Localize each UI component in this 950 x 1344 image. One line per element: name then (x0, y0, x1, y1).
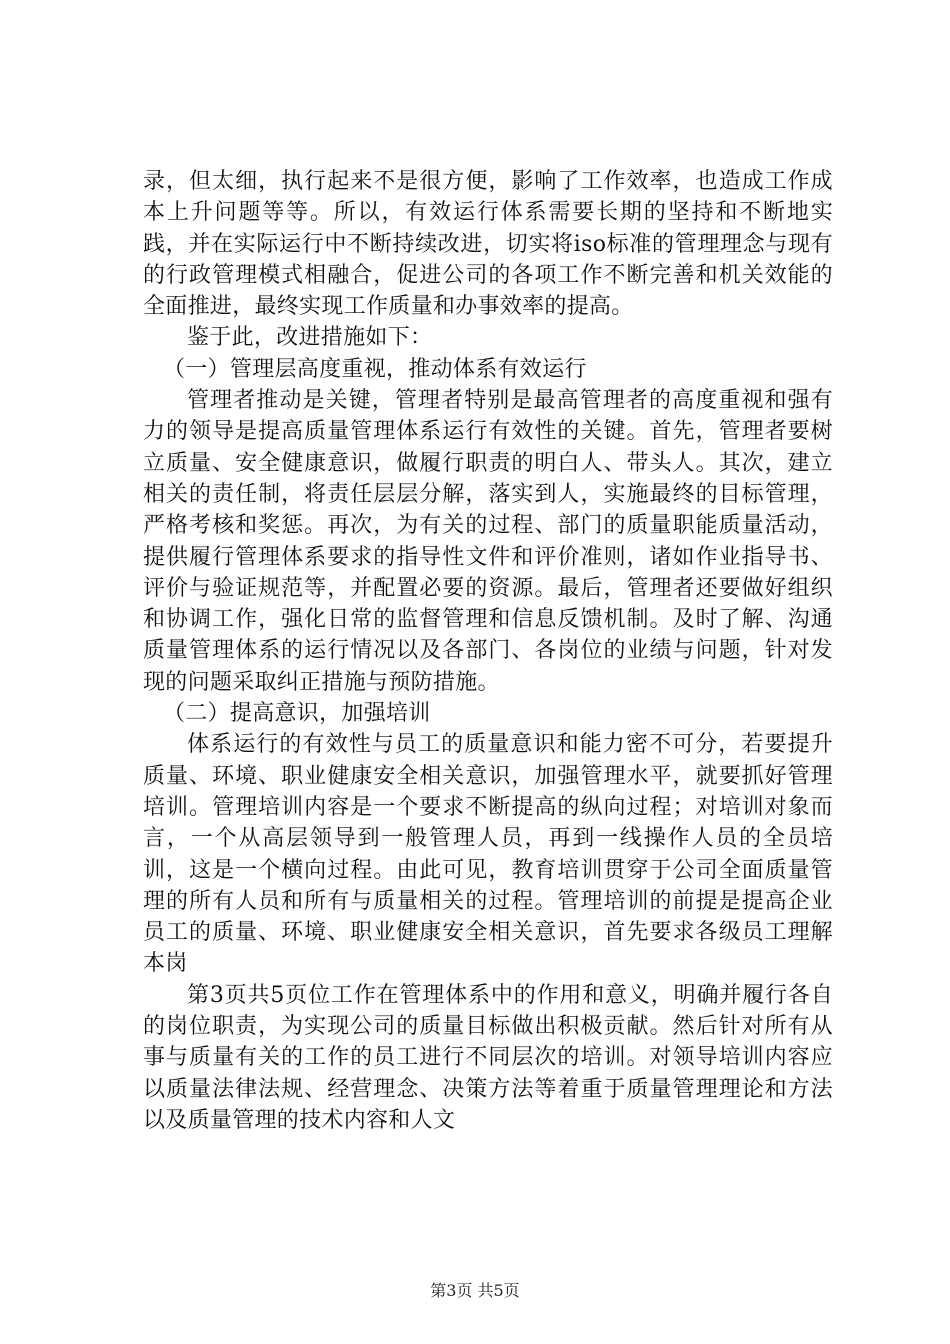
paragraph-intro-measures: 鉴于此，改进措施如下： (187, 325, 433, 351)
paragraph-management-commitment: 管理者推动是关键，管理者特别是最高管理者的高度重视和强有力的领导是提高质量管理体系运行有效性的关键。首先，管理者要树立质量、安全健康意识，做履行职责的明白人、带头人。其次，建立相关的责任制，将责任层层分解，落实到人，实施最终的目标管理，严格考核和奖惩。再次，为有关的过程、部门的质量职能质量活动，提供履行管理体系要求的指导性文件和评价准则，诸如作业指导书、评价与验证规范等，并配置必要的资源。最后，管理者还要做好组织和协调工作，强化日常的监督管理和信息反馈机制。及时了解、沟通质量管理体系的运行情况以及各部门、各岗位的业绩与问题，针对发现的问题采取纠正措施与预防措施。 (143, 388, 833, 695)
document-body (143, 166, 833, 1136)
paragraph-training: 体系运行的有效性与员工的质量意识和能力密不可分，若要提升质量、环境、职业健康安全相关意识，加强管理水平，就要抓好管理培训。管理培训内容是一个要求不断提高的纵向过程；对培训对象而言，一个从高层领导到一般管理人员，再到一线操作人员的全员培训，这是一个横向过程。由此可见，教育培训贯穿于公司全面质量管理的所有人员和所有与质量相关的过程。管理培训的前提是提高企业员工的质量、环境、职业健康安全相关意识，首先要求各级员工理解本岗 (143, 732, 833, 977)
paragraph-training-continued: 第3页共5页位工作在管理体系中的作用和意义，明确并履行各自的岗位职责，为实现公司的质量目标做出积极贡献。然后针对所有从事与质量有关的工作的员工进行不同层次的培训。对领导培训内容应以质量法律法规、经营理念、决策方法等着重于质量管理理论和方法以及质量管理的技术内容和人文 (143, 982, 833, 1133)
section-heading-2: （二）提高意识，加强培训 (163, 701, 431, 727)
section-heading-1: （一）管理层高度重视，推动体系有效运行 (163, 356, 587, 382)
page-footer: 第3页 共5页 (430, 1281, 520, 1300)
paragraph-continuation: 录，但太细，执行起来不是很方便，影响了工作效率，也造成工作成本上升问题等等。所以，有效运行体系需要长期的坚持和不断地实践，并在实际运行中不断持续改进，切实将iso标准的管理理念与现有的行政管理模式相融合，促进公司的各项工作不断完善和机关效能的全面推进，最终实现工作质量和办事效率的提高。 (143, 169, 833, 320)
